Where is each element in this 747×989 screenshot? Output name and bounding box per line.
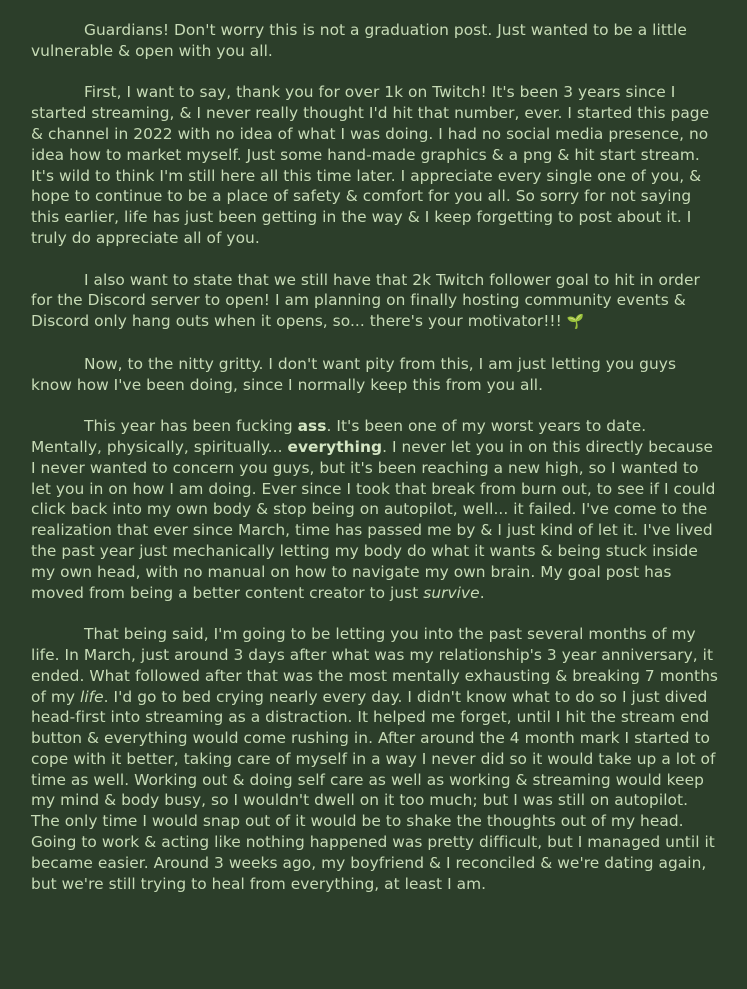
bold-text: everything — [287, 437, 383, 456]
text-segment: . — [479, 583, 485, 602]
bold-text: ass — [297, 417, 327, 436]
paragraph-thanks-text: First, I want to say, thank you for over 1k on Twitch! It's been 3 years since I started streaming, & I never really thought I'd hit that number, ever. I started this page & channel in 2022 with no idea of what I was doing. I had no social media presence, no idea how to market myself. Just some hand-made graphics & a png & hit start stream. It's wild to think I'm still here all this time later. I appreciate every single one of you, & hope to continue to be a place of safety & comfort for you all. So sorry for not saying this earlier, life has just been getting in the way & I keep forgetting to post about it. I truly do appreciate all of you. — [31, 83, 710, 247]
text-segment: That being said, I'm going to be letting you into the past several months of my life. In March, just around 3 days after what was my relationship's 3 year anniversary, it ended. What followed after that was the most mentally exhausting & breaking 7 months of my — [31, 625, 718, 706]
seedling-icon: 🌱 — [566, 314, 585, 331]
paragraph-nitty-gritty — [31, 354, 719, 396]
paragraph-nitty-gritty-text: Now, to the nitty gritty. I don't want pity from this, I am just letting you guys know how I've been doing, since I normally keep this from you all. — [31, 354, 677, 394]
text-segment: This year has been fucking — [84, 417, 298, 436]
paragraph-discord-goal — [31, 270, 719, 333]
italic-text: survive — [423, 583, 480, 602]
paragraph-intro — [31, 20, 719, 62]
paragraph-past-months — [31, 624, 719, 894]
text-segment: . I never let you in on this directly because I never wanted to concern you guys, but it's been reaching a new high, so I wanted to let you in on how I am doing. Ever since I took that break from burn out, to see if I could click back into my own body & stop being on autopilot, well... it failed. I've come to the realization that ever since March, time has passed me by & I just kind of let it. I've lived the past year just mechanically letting my body do what it wants & being stuck inside my own head, with no manual on how to navigate my own brain. My goal post has moved from being a better content creator to just — [31, 437, 716, 602]
text-segment: . It's been one of my worst years to date. Mentally, physically, spiritually... — [31, 417, 647, 456]
text-segment: . I'd go to bed crying nearly every day. I didn't know what to do so I just dived head-first into streaming as a distraction. It helped me forget, until I hit the stream end button & everything would come rushing in. After around the 4 month mark I started to cope with it better, taking care of myself in a way I never did so it would take up a lot of time as well. Working out & doing self care as well as working & streaming would keep my mind & body busy, so I wouldn't dwell on it too much; but I was still on autopilot. The only time I would snap out of it would be to shake the thoughts out of my head. Going to work & acting like nothing happened was pretty difficult, but I managed until it became easier. Around 3 weeks ago, my boyfriend & I reconciled & we're dating again, but we're still trying to heal from everything, at least I am. — [31, 687, 716, 893]
paragraph-thanks — [31, 82, 719, 248]
paragraph-discord-goal-text: I also want to state that we still have that 2k Twitch follower goal to hit in order for the Discord server to open! I am planning on finally hosting community events & Discord only hang outs when it opens, so... there's your motivator!!! — [31, 270, 700, 331]
paragraph-this-year — [31, 416, 719, 603]
paragraph-intro-text: Guardians! Don't worry this is not a graduation post. Just wanted to be a little vulnerable & open with you all. — [31, 21, 687, 60]
italic-text: life — [80, 687, 104, 706]
